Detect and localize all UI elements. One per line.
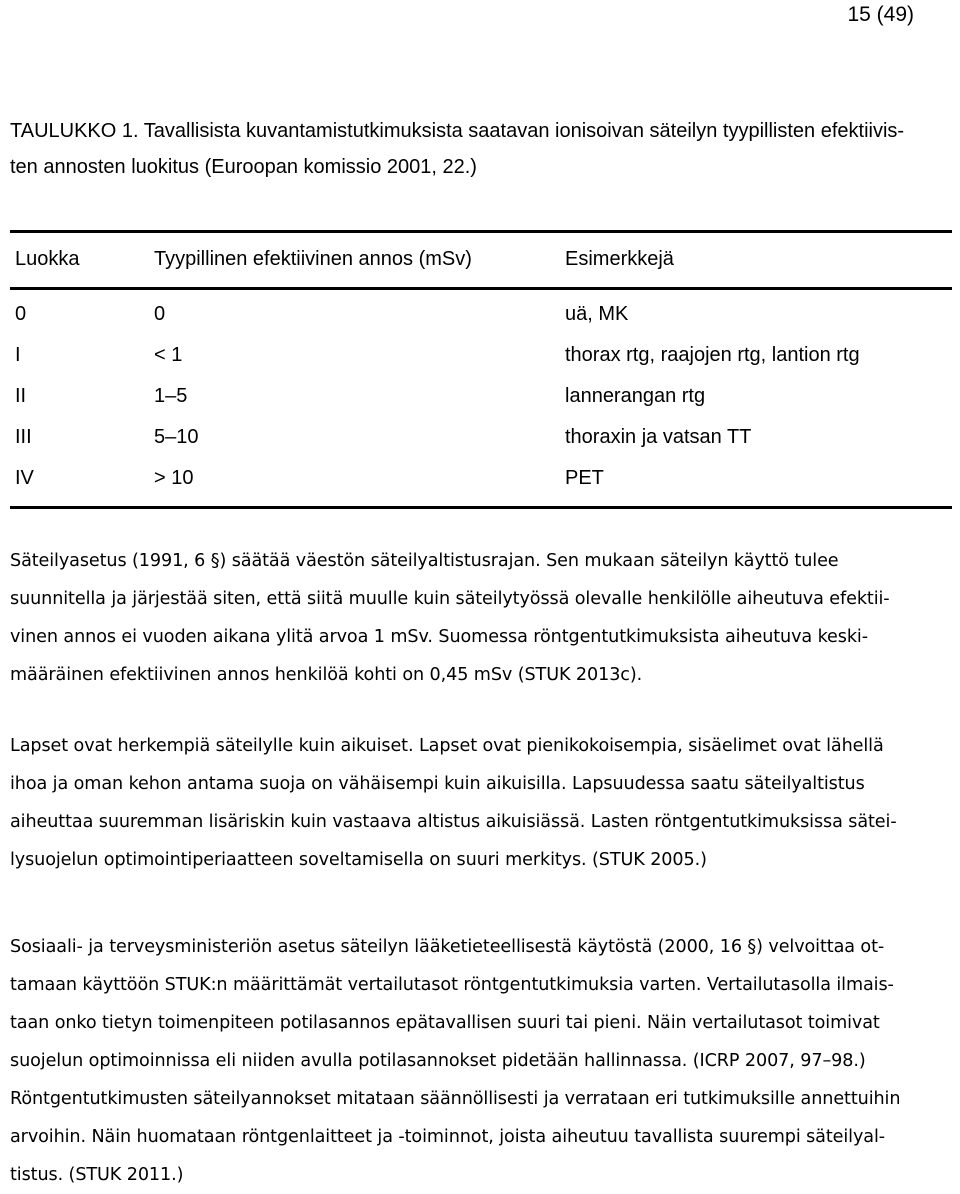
paragraph-line: suojelun optimoinnissa eli niiden avulla potilasannokset pidetään hallinnassa. (ICRP 2007, 97–98.) [10,1051,866,1071]
caption-line: ten annosten luokitus (Euroopan komissio 2001, 22.) [10,156,477,178]
paragraph-line: aiheuttaa suuremman lisäriskin kuin vastaava altistus aikuisiässä. Lasten röntgentutkimuksissa sätei- [10,812,897,832]
table-cell-class: II [15,385,27,407]
table-cell-examples: thorax rtg, raajojen rtg, lantion rtg [565,344,860,366]
table-cell-class: IV [15,467,34,489]
table-cell-dose: < 1 [154,344,183,366]
paragraph-line: taan onko tietyn toimenpiteen potilasannos epätavallisen suuri tai pieni. Näin vertailutasot toimivat [10,1013,880,1033]
table-cell-dose: 1–5 [154,385,188,407]
table-caption [10,113,955,185]
table-cell-class: I [15,344,21,366]
table-cell-examples: thoraxin ja vatsan TT [565,426,752,448]
caption-line: TAULUKKO 1. Tavallisista kuvantamistutkimuksista saatavan ionisoivan säteilyn tyypillisten efektiivis- [10,120,905,142]
table-cell-dose: 5–10 [154,426,199,448]
table-cell-class: III [15,426,32,448]
table-cell-examples: lannerangan rtg [565,385,706,407]
paragraph-line: Sosiaali- ja terveysministeriön asetus säteilyn lääketieteellisestä käytöstä (2000, 16 §) velvoittaa ot- [10,937,885,957]
paragraph-reference-levels [10,928,955,1194]
table-cell-dose: 0 [154,303,166,325]
paragraph-line: arvoihin. Näin huomataan röntgenlaitteet ja -toiminnot, joista aiheutuu tavallista suurempi säteilyal- [10,1127,885,1147]
table-cell-examples: uä, MK [565,303,629,325]
paragraph-line: vinen annos ei vuoden aikana ylitä arvoa 1 mSv. Suomessa röntgentutkimuksista aiheutuva keski- [10,627,868,647]
paragraph-line: ihoa ja oman kehon antama suoja on vähäisempi kuin aikuisilla. Lapsuudessa saatu säteilyaltistus [10,774,865,794]
table-header-rule [10,287,952,290]
table-top-rule [10,230,952,233]
paragraph-line: tamaan käyttöön STUK:n määrittämät vertailutasot röntgentutkimuksia varten. Vertailutasolla ilmais- [10,975,894,995]
paragraph-line: Röntgentutkimusten säteilyannokset mitataan säännöllisesti ja verrataan eri tutkimuksille annettuihin [10,1089,901,1109]
paragraph-line: Lapset ovat herkempiä säteilylle kuin aikuiset. Lapset ovat pienikokoisempia, sisäelimet ovat lähellä [10,736,884,756]
table-cell-class: 0 [15,303,27,325]
paragraph-children-sensitivity [10,727,955,879]
paragraph-line: määräinen efektiivinen annos henkilöä kohti on 0,45 mSv (STUK 2013c). [10,665,643,685]
paragraph-line: lysuojelun optimointiperiaatteen soveltamisella on suuri merkitys. (STUK 2005.) [10,850,707,870]
page-number: 15 (49) [847,3,914,26]
header-esimerkkeja: Esimerkkejä [565,248,674,270]
table-cell-examples: PET [565,467,604,489]
header-luokka: Luokka [15,248,80,270]
paragraph-radiation-decree [10,542,955,694]
header-annos: Tyypillinen efektiivinen annos (mSv) [154,248,472,270]
paragraph-line: suunnitella ja järjestää siten, että siitä muulle kuin säteilytyössä olevalle henkilölle aiheutuva efektii- [10,589,890,609]
paragraph-line: tistus. (STUK 2011.) [10,1165,184,1185]
table-cell-dose: > 10 [154,467,194,489]
table-bottom-rule [10,506,952,509]
paragraph-line: Säteilyasetus (1991, 6 §) säätää väestön säteilyaltistusrajan. Sen mukaan säteilyn käyttö tulee [10,551,839,571]
